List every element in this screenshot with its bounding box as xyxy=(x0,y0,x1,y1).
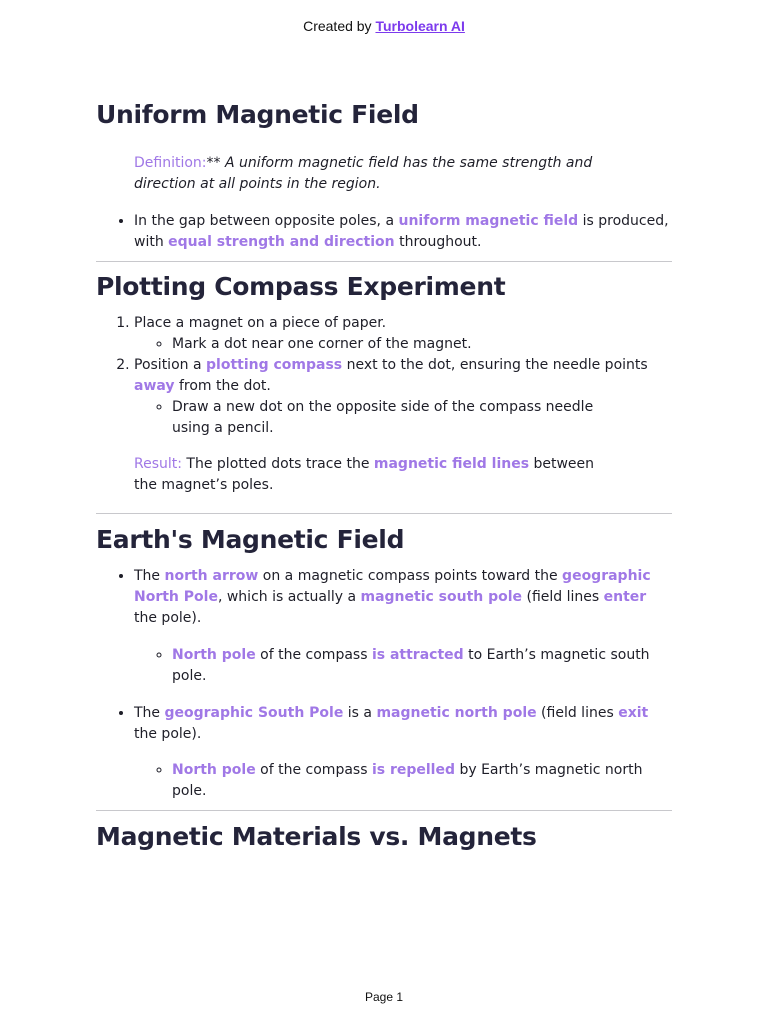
definition-text: A uniform magnetic field has the same strength and direction at all points in the region. xyxy=(134,155,593,192)
compass-steps xyxy=(96,313,672,439)
document-body xyxy=(96,96,672,851)
text-run: from the dot. xyxy=(174,378,271,394)
text-run: , which is actually a xyxy=(217,589,361,605)
definition-label: Definition: xyxy=(134,155,207,171)
text-run: is produced, with xyxy=(134,213,669,250)
step-text: Place a magnet on a piece of paper. xyxy=(134,315,387,331)
section-title-compass: Plotting Compass Experiment xyxy=(96,272,506,301)
sub-list xyxy=(134,645,672,687)
turbolearn-link[interactable]: Turbolearn AI xyxy=(375,18,465,34)
section-title-uniform: Uniform Magnetic Field xyxy=(96,100,419,129)
list-item: ◦ Mark a dot near one corner of the magnet. xyxy=(172,334,672,355)
section-title-earth: Earth's Magnetic Field xyxy=(96,525,405,554)
highlight-term: uniform magnetic field xyxy=(398,213,579,229)
section-divider xyxy=(96,810,672,811)
list-item xyxy=(134,313,672,355)
section-title-materials: Magnetic Materials vs. Magnets xyxy=(96,822,537,851)
text-run: The xyxy=(134,705,165,721)
text-run: The xyxy=(134,568,165,584)
text-run: on a magnetic compass points toward the xyxy=(258,568,563,584)
section-divider xyxy=(96,261,672,262)
highlight-term: magnetic north pole xyxy=(376,705,537,721)
highlight-term: geographic South Pole xyxy=(164,705,344,721)
list-item xyxy=(172,760,672,802)
sub-list xyxy=(134,334,672,355)
text-run: by Earth’s magnetic north pole. xyxy=(172,762,643,799)
highlight-term: is attracted xyxy=(371,647,464,663)
list-item xyxy=(134,355,672,439)
section-divider xyxy=(96,513,672,514)
text-run: is a xyxy=(343,705,377,721)
uniform-list xyxy=(96,211,672,253)
text-run: the pole). xyxy=(134,726,202,742)
text-run: Position a xyxy=(134,357,206,373)
text-run: between the magnet’s poles. xyxy=(134,456,595,493)
sub-list xyxy=(134,760,672,802)
highlight-term: magnetic south pole xyxy=(360,589,523,605)
result-callout xyxy=(134,454,604,496)
text-run: (field lines xyxy=(522,589,604,605)
result-label: Result: xyxy=(134,456,182,472)
highlight-term: equal strength and direction xyxy=(168,234,395,250)
highlight-term: is repelled xyxy=(371,762,455,778)
highlight-term: exit xyxy=(618,705,649,721)
highlight-term: geographic North Pole xyxy=(134,568,651,605)
highlight-term: plotting compass xyxy=(206,357,343,373)
text-run: (field lines xyxy=(536,705,619,721)
text-run: The plotted dots trace the xyxy=(181,456,374,472)
highlight-term: away xyxy=(134,378,175,394)
highlight-term: North pole xyxy=(172,762,256,778)
list-item: ◦ Draw a new dot on the opposite side of the compass needle using a pencil. xyxy=(172,397,672,439)
earth-list xyxy=(96,566,672,802)
highlight-term: magnetic field lines xyxy=(373,456,530,472)
highlight-term: North pole xyxy=(172,647,256,663)
highlight-term: north arrow xyxy=(164,568,259,584)
list-item xyxy=(134,703,672,802)
definition-stars: ** xyxy=(206,155,221,171)
text-run: In the gap between opposite poles, a xyxy=(134,213,399,229)
definition-callout xyxy=(134,153,594,195)
text-run: of the compass xyxy=(255,762,372,778)
text-run: of the compass xyxy=(255,647,372,663)
text-run: the pole). xyxy=(134,610,202,626)
page-number: Page 1 xyxy=(364,990,404,1004)
sub-list xyxy=(134,397,672,439)
text-run: to Earth’s magnetic south pole. xyxy=(172,647,650,684)
highlight-term: enter xyxy=(603,589,647,605)
text-run: throughout. xyxy=(394,234,482,250)
list-item xyxy=(172,645,672,687)
list-item xyxy=(134,566,672,687)
text-run: next to the dot, ensuring the needle points xyxy=(342,357,648,373)
header-prefix: Created by xyxy=(303,18,372,34)
page-header xyxy=(0,18,768,34)
list-item xyxy=(134,211,672,253)
